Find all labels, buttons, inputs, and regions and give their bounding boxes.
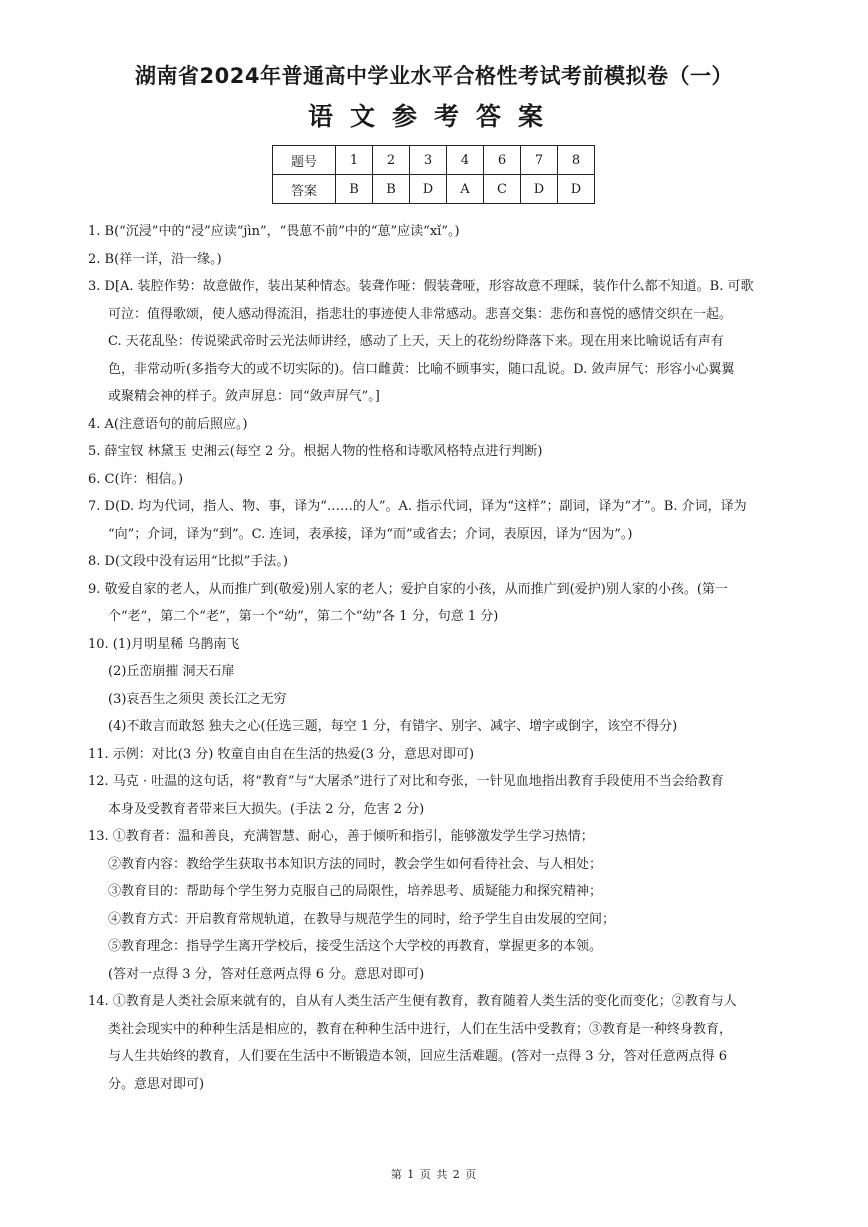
- answer-item-9-line: 9. 敬爱自家的老人，从而推广到(敬爱)别人家的老人；爱护自家的小孩，从而推广到(爱护)别人家的小孩。(第一: [88, 581, 728, 597]
- page-number: 第 1 页 共 2 页: [390, 1168, 478, 1181]
- answer-item-3-line: 可泣：值得歌颂，使人感动得流泪，指悲壮的事迹使人非常感动。悲喜交集：悲伤和喜悦的感情交织在一起。: [108, 306, 733, 322]
- answer-item-7-line: “向”；介词，译为“到”。C. 连词，表承接，译为“而”或省去；介词，表原因，译为“因为”。): [108, 526, 633, 542]
- answer-cell: D: [558, 175, 595, 204]
- question-number-cell: 7: [521, 146, 558, 175]
- answer-item-3-line: C. 天花乱坠：传说梁武帝时云光法师讲经，感动了上天，天上的花纷纷降落下来。现在用来比喻说话有声有: [108, 334, 724, 349]
- answer-item-10-line: (3)哀吾生之须臾 羡长江之无穷: [108, 691, 287, 707]
- question-number-cell: 8: [558, 146, 595, 175]
- answer-cell: B: [336, 175, 373, 204]
- answer-item-7-line: 7. D(D. 均为代词，指人、物、事，译为“……的人”。A. 指示代词，译为“这样”；副词，译为“才”。B. 介词，译为: [88, 499, 747, 514]
- answer-item-13-line: ⑤教育理念：指导学生离开学校后，接受生活这个大学校的再教育，掌握更多的本领。: [108, 939, 603, 954]
- answer-item-11: 11. 示例：对比(3 分) 牧童自由自在生活的热爱(3 分，意思对即可): [88, 746, 475, 762]
- question-number-cell: 2: [373, 146, 410, 175]
- answer-cell: A: [447, 175, 484, 204]
- answer-item-6: 6. C(许：相信。): [88, 471, 184, 487]
- question-number-cell: 1: [336, 146, 373, 175]
- answer-item-14-line: 类社会现实中的种种生活是相应的，教育在种种生活中进行，人们在生活中受教育；③教育是一种终身教育，: [108, 1021, 733, 1037]
- answer-item-3-line: 3. D[A. 装腔作势：故意做作，装出某种情态。装聋作哑：假装聋哑，形容故意不理睬，装作什么都不知道。B. 可歌: [88, 279, 754, 294]
- answer-cell: D: [410, 175, 447, 204]
- answer-cell: C: [484, 175, 521, 204]
- answer-item-10-line: 10. (1)月明星稀 乌鹊南飞: [88, 636, 240, 652]
- answer-table: [272, 145, 595, 204]
- document-subtitle: 语文参考答案: [307, 102, 560, 131]
- question-number-cell: 6: [484, 146, 521, 175]
- answer-item-12-line: 本身及受教育者带来巨大损失。(手法 2 分，危害 2 分): [108, 801, 425, 817]
- answer-table-answer-row: [273, 175, 595, 204]
- answer-item-8: 8. D(文段中没有运用“比拟”手法。): [88, 554, 288, 569]
- answer-item-2: 2. B(祥一详，沿一缘。): [88, 251, 222, 267]
- answer-item-13-line: 13. ①教育者：温和善良，充满智慧、耐心，善于倾听和指引，能够激发学生学习热情；: [88, 829, 594, 844]
- answer-label: 答案: [273, 175, 336, 204]
- answer-item-13-line: ④教育方式：开启教育常规轨道，在教导与规范学生的同时，给予学生自由发展的空间；: [108, 911, 616, 927]
- answer-item-13-line: ③教育目的：帮助每个学生努力克服自己的局限性，培养思考、质疑能力和探究精神；: [108, 884, 603, 899]
- answer-cell: D: [521, 175, 558, 204]
- answer-item-3-line: 色，非常动听(多指夸大的或不切实际的)。信口雌黄：比喻不顾事实，随口乱说。D. 敛声屏气：形容小心翼翼: [108, 361, 735, 377]
- answer-item-14-line: 分。意思对即可): [108, 1076, 205, 1092]
- answer-item-3-line: 或聚精会神的样子。敛声屏息：同“敛声屏气”。]: [108, 389, 380, 404]
- answer-item-4: 4. A(注意语句的前后照应。): [88, 416, 248, 432]
- answer-item-1: 1. B(“沉浸”中的“浸”应读“jìn”，“畏葸不前”中的“葸”应读“xǐ”。): [88, 224, 460, 239]
- answer-item-9-line: 个“老”，第二个“老”，第一个“幼”，第二个“幼”各 1 分，句意 1 分): [108, 609, 499, 624]
- answer-item-10-line: (2)丘峦崩摧 洞天石扉: [108, 664, 235, 679]
- answer-item-14-line: 14. ①教育是人类社会原来就有的，自从有人类生活产生便有教育，教育随着人类生活的变化而变化；②教育与人: [88, 994, 737, 1009]
- question-number-cell: 4: [447, 146, 484, 175]
- answer-item-5: 5. 薛宝钗 林黛玉 史湘云(每空 2 分。根据人物的性格和诗歌风格特点进行判断): [88, 444, 543, 459]
- question-number-label: 题号: [273, 146, 336, 175]
- answer-item-13-line: ②教育内容：教给学生获取书本知识方法的同时，教会学生如何看待社会、与人相处；: [108, 856, 603, 872]
- answer-item-13-line: (答对一点得 3 分，答对任意两点得 6 分。意思对即可): [108, 966, 425, 982]
- answer-table-number-row: [273, 146, 595, 175]
- answer-item-12-line: 12. 马克 · 吐温的这句话，将“教育”与“大屠杀”进行了对比和夸张，一针见血地指出教育手段使用不当会给教育: [88, 774, 724, 789]
- document-title: 湖南省2024年普通高中学业水平合格性考试考前模拟卷（一）: [135, 64, 733, 88]
- answer-item-14-line: 与人生共始终的教育，人们要在生活中不断锻造本领，回应生活难题。(答对一点得 3 分，答对任意两点得 6: [108, 1049, 728, 1064]
- answer-item-10-line: (4)不敢言而敢怒 独夫之心(任选三题，每空 1 分，有错字、别字、减字、增字或倒字，该空不得分): [108, 719, 678, 734]
- question-number-cell: 3: [410, 146, 447, 175]
- answer-cell: B: [373, 175, 410, 204]
- answer-explanations: [88, 218, 794, 1098]
